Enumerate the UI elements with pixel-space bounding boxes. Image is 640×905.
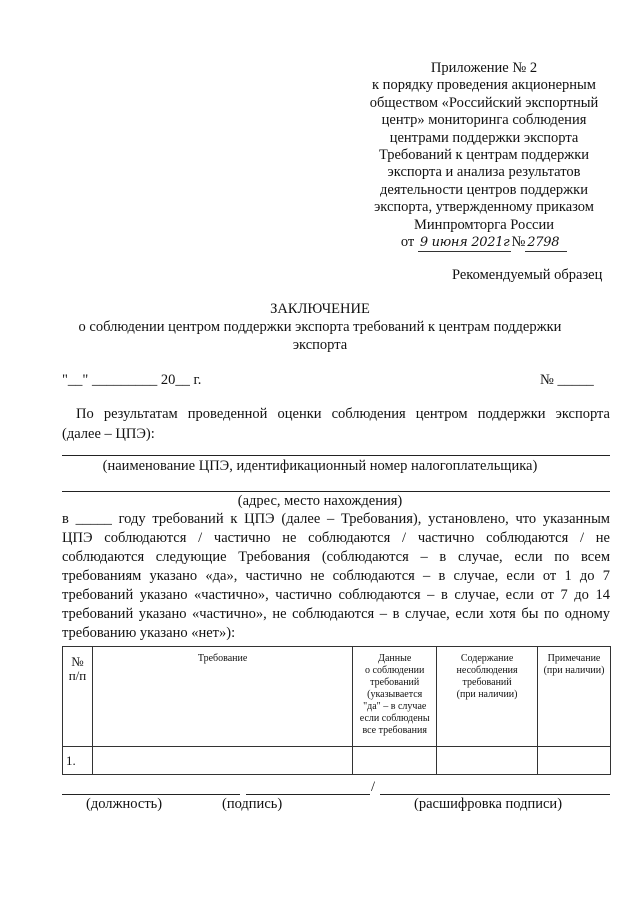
date-field: "__" _________ 20__ г. [62,372,202,388]
appendix-line: к порядку проведения акционерным [372,77,596,94]
row-note-cell[interactable] [538,747,611,775]
decoding-caption: (расшифровка подписи) [414,796,563,812]
header-cell-compliance-data: Данные о соблюдении требований (указывается "да" – в случае если соблюдены все требования [353,647,437,747]
order-prefix: от [400,234,415,251]
body-line: требованию указано «нет»): [62,625,236,641]
document-subtitle: о соблюдении центром поддержки экспорта требований к центрам поддержки [78,319,562,335]
row-requirement-cell[interactable] [92,747,352,775]
body-line: требований указано «частично», не соблюдаются – в случае, если хотя бы по одному [62,606,610,622]
name-blank-line [62,455,610,456]
row-content-cell[interactable] [437,747,538,775]
body-line: в _____ году требований к ЦПЭ (далее – Требования), установлено, что указанным [62,511,610,527]
table-row [63,747,611,775]
signature-caption: (подпись) [222,796,283,812]
appendix-line: обществом «Российский экспортный [369,94,599,111]
order-reference [358,234,610,252]
document-title: ЗАКЛЮЧЕНИЕ [270,301,370,317]
order-number-prefix: № [511,234,526,251]
header-cell-requirement: Требование [92,647,352,747]
name-caption: (наименование ЦПЭ, идентификационный номер налогоплательщика) [102,458,538,474]
header-cell-note: Примечание (при наличии) [538,647,611,747]
handwritten-order-date: 9 июня 2021г [418,234,512,252]
row-number-cell[interactable]: 1. [63,747,93,775]
signature-separator: / [371,779,376,795]
body-line: требованиям указано «да», частично не соблюдаются – в случае, если от 1 до 7 [62,568,610,584]
appendix-line: экспорта, утвержденному приказом [374,199,594,216]
appendix-line: центр» мониторинга соблюдения [381,112,587,129]
appendix-header [358,60,610,252]
appendix-line: экспорта и анализа результатов [387,164,581,181]
appendix-line: Требований к центрам поддержки [378,147,590,164]
table-header-row [63,647,611,747]
requirements-table [62,646,611,775]
intro-paragraph [62,405,610,424]
header-cell-number: № п/п [63,647,93,747]
appendix-line: центрами поддержки экспорта [389,129,579,146]
intro-line: По результатам проведенной оценки соблюдения центром поддержки экспорта [76,406,610,422]
number-field: № _____ [540,372,594,388]
position-caption: (должность) [86,796,163,812]
recommended-sample-label: Рекомендуемый образец [452,267,603,283]
header-cell-noncompliance-content: Содержание несоблюдения требований (при наличии) [437,647,538,747]
body-line: требований указано «частично», частично соблюдаются – в случае, если от 7 до 14 [62,587,610,603]
body-line: соблюдаются следующие Требования (соблюдаются – в случае, если по всем [62,549,610,565]
row-data-cell[interactable] [353,747,437,775]
address-caption: (адрес, место нахождения) [237,493,403,509]
appendix-line: деятельности центров поддержки [380,181,588,198]
body-line: ЦПЭ соблюдаются / частично не соблюдаются / частично соблюдаются / не [62,530,610,546]
appendix-line: Минпромторга России [414,216,554,233]
handwritten-order-number: 2798 [525,234,567,252]
document-subtitle-cont: экспорта [292,337,348,353]
appendix-title: Приложение № 2 [430,60,538,76]
intro-line-cont: (далее – ЦПЭ): [62,426,155,442]
